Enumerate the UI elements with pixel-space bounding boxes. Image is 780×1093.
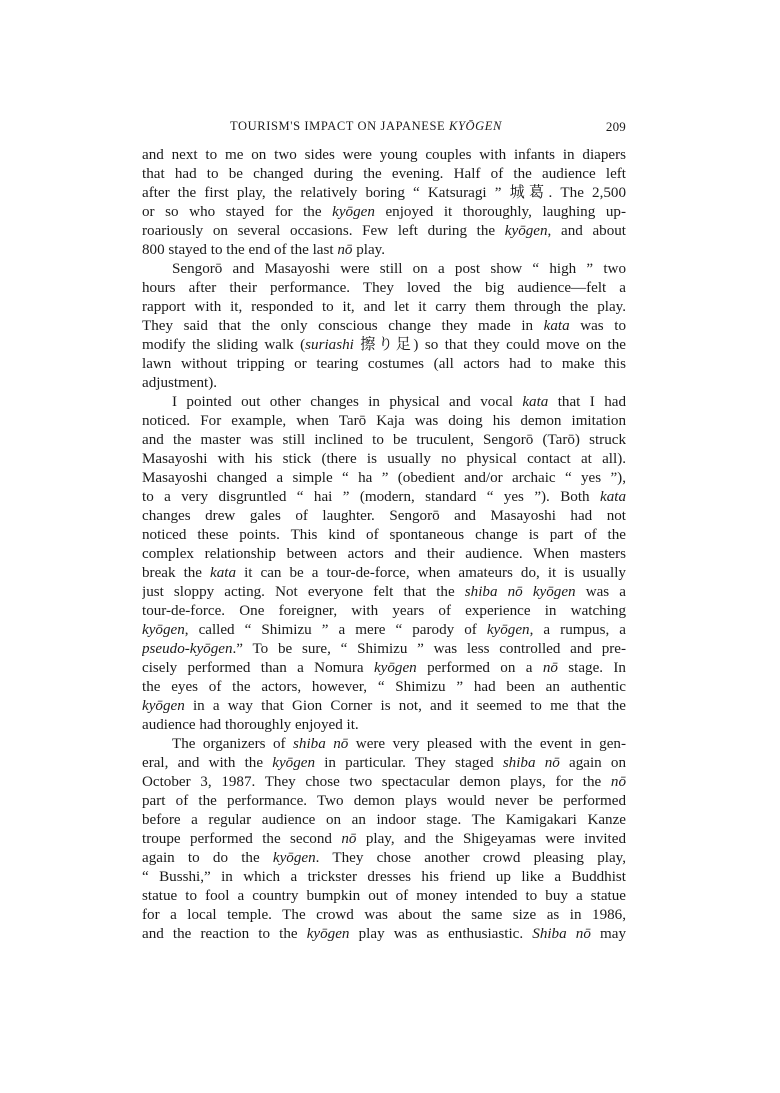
text-line: tour-de-force. One foreigner, with years of experience in watching — [142, 603, 626, 619]
italic-term: kyōgen — [373, 660, 417, 676]
text-line: for a local temple. The crowd was about the same size as in 1986, — [142, 907, 626, 923]
text-line: modify the sliding walk (suriashi 擦り足) so that they could move on the — [142, 337, 626, 353]
italic-term: kyōgen — [272, 850, 316, 866]
text-line: complex relationship between actors and their audience. When masters — [142, 546, 626, 562]
text-line: rapport with it, responded to it, and let it carry them through the play. — [142, 299, 626, 315]
body-text — [142, 146, 626, 944]
italic-term: shiba nō — [293, 736, 349, 752]
text-line: after the first play, the relatively boring “ Katsuragi ” 城葛. The 2,500 — [142, 185, 626, 201]
italic-term: kyōgen — [306, 926, 350, 942]
text-line: and the master was still inclined to be truculent, Sengorō (Tarō) struck — [142, 432, 626, 448]
italic-term: kyōgen — [532, 584, 576, 600]
text-line: break the kata it can be a tour-de-force, when amateurs do, it is usually — [142, 565, 626, 581]
text-line: kyōgen, called “ Shimizu ” a mere “ parody of kyōgen, a rumpus, a — [142, 622, 626, 638]
italic-term: kata — [543, 318, 570, 334]
italic-term: pseudo-kyōgen — [142, 641, 233, 657]
text-line: Masayoshi changed a simple “ ha ” (obedient and/or archaic “ yes ”), — [142, 470, 626, 486]
text-line: Sengorō and Masayoshi were still on a post show “ high ” two — [172, 261, 626, 277]
italic-term: kyōgen — [332, 204, 375, 220]
italic-term: kata — [600, 489, 626, 505]
text-line: roariously on several occasions. Few left during the kyōgen, and about — [142, 223, 626, 239]
text-line: lawn without tripping or tearing costumes (all actors had to make this — [142, 356, 626, 372]
italic-term: nō — [341, 831, 357, 847]
text-line: I pointed out other changes in physical and vocal kata that I had — [172, 394, 626, 410]
italic-term: Shiba nō — [532, 926, 591, 942]
text-line: noticed these points. This kind of spontaneous change is part of the — [142, 527, 626, 543]
text-line: hours after their performance. They loved the big audience—felt a — [142, 280, 626, 296]
text-line: adjustment). — [142, 375, 218, 391]
text-line: changes drew gales of laughter. Sengorō and Masayoshi had not — [142, 508, 626, 524]
italic-term: shiba nō — [464, 584, 523, 600]
page-number: 209 — [605, 119, 626, 134]
running-head-title — [230, 119, 502, 134]
text-line: just sloppy acting. Not everyone felt that the shiba nō kyōgen was a — [142, 584, 626, 600]
text-line: before a regular audience on an indoor stage. The Kamigakari Kanze — [142, 812, 626, 828]
italic-term: kata — [522, 394, 549, 410]
text-line: pseudo-kyōgen.” To be sure, “ Shimizu ” was less controlled and pre- — [142, 641, 626, 657]
text-line: noticed. For example, when Tarō Kaja was doing his demon imitation — [142, 413, 626, 429]
running-head-title-italic: KYŌGEN — [449, 119, 502, 133]
text-line: eral, and with the kyōgen in particular. They staged shiba nō again on — [142, 755, 626, 771]
italic-term: kyōgen — [504, 223, 548, 239]
text-line: the eyes of the actors, however, “ Shimizu ” had been an authentic — [142, 679, 626, 695]
text-line: They said that the only conscious change they made in kata was to — [142, 318, 626, 334]
text-line: cisely performed than a Nomura kyōgen performed on a nō stage. In — [142, 660, 626, 676]
running-head-title-text: TOURISM'S IMPACT ON JAPANESE — [230, 119, 450, 133]
italic-term: kyōgen — [142, 698, 185, 714]
text-line: to a very disgruntled “ hai ” (modern, standard “ yes ”). Both kata — [142, 489, 626, 505]
italic-term: nō — [542, 660, 558, 676]
text-line: audience had thoroughly enjoyed it. — [142, 717, 359, 733]
running-head — [142, 119, 626, 137]
text-line: that had to be changed during the evening. Half of the audience left — [142, 166, 626, 182]
text-line: troupe performed the second nō play, and the Shigeyamas were invited — [142, 831, 626, 847]
text-line: again to do the kyōgen. They chose another crowd pleasing play, — [142, 850, 626, 866]
text-line: “ Busshi,” in which a trickster dresses his friend up like a Buddhist — [142, 869, 626, 885]
text-line: 800 stayed to the end of the last nō play. — [142, 242, 385, 258]
italic-term: kyōgen — [272, 755, 316, 771]
italic-term: shiba nō — [502, 755, 560, 771]
text-line: and next to me on two sides were young couples with infants in diapers — [142, 147, 626, 163]
italic-term: kyōgen — [142, 622, 185, 638]
text-line: October 3, 1987. They chose two spectacular demon plays, for the nō — [142, 774, 626, 790]
italic-term: nō — [337, 242, 353, 258]
text-line: statue to fool a country bumpkin out of money intended to buy a statue — [142, 888, 626, 904]
text-line: kyōgen in a way that Gion Corner is not, and it seemed to me that the — [142, 698, 626, 714]
text-line: and the reaction to the kyōgen play was as enthusiastic. Shiba nō may — [142, 926, 626, 942]
italic-term: kyōgen — [486, 622, 530, 638]
italic-term: kata — [210, 565, 237, 581]
text-line: Masayoshi with his stick (there is usually no physical contact at all). — [142, 451, 626, 467]
text-line: or so who stayed for the kyōgen enjoyed it thoroughly, laughing up- — [142, 204, 626, 220]
text-line: The organizers of shiba nō were very pleased with the event in gen- — [172, 736, 626, 752]
italic-term: suriashi — [305, 337, 354, 353]
italic-term: nō — [610, 774, 626, 790]
text-line: part of the performance. Two demon plays would never be performed — [142, 793, 626, 809]
